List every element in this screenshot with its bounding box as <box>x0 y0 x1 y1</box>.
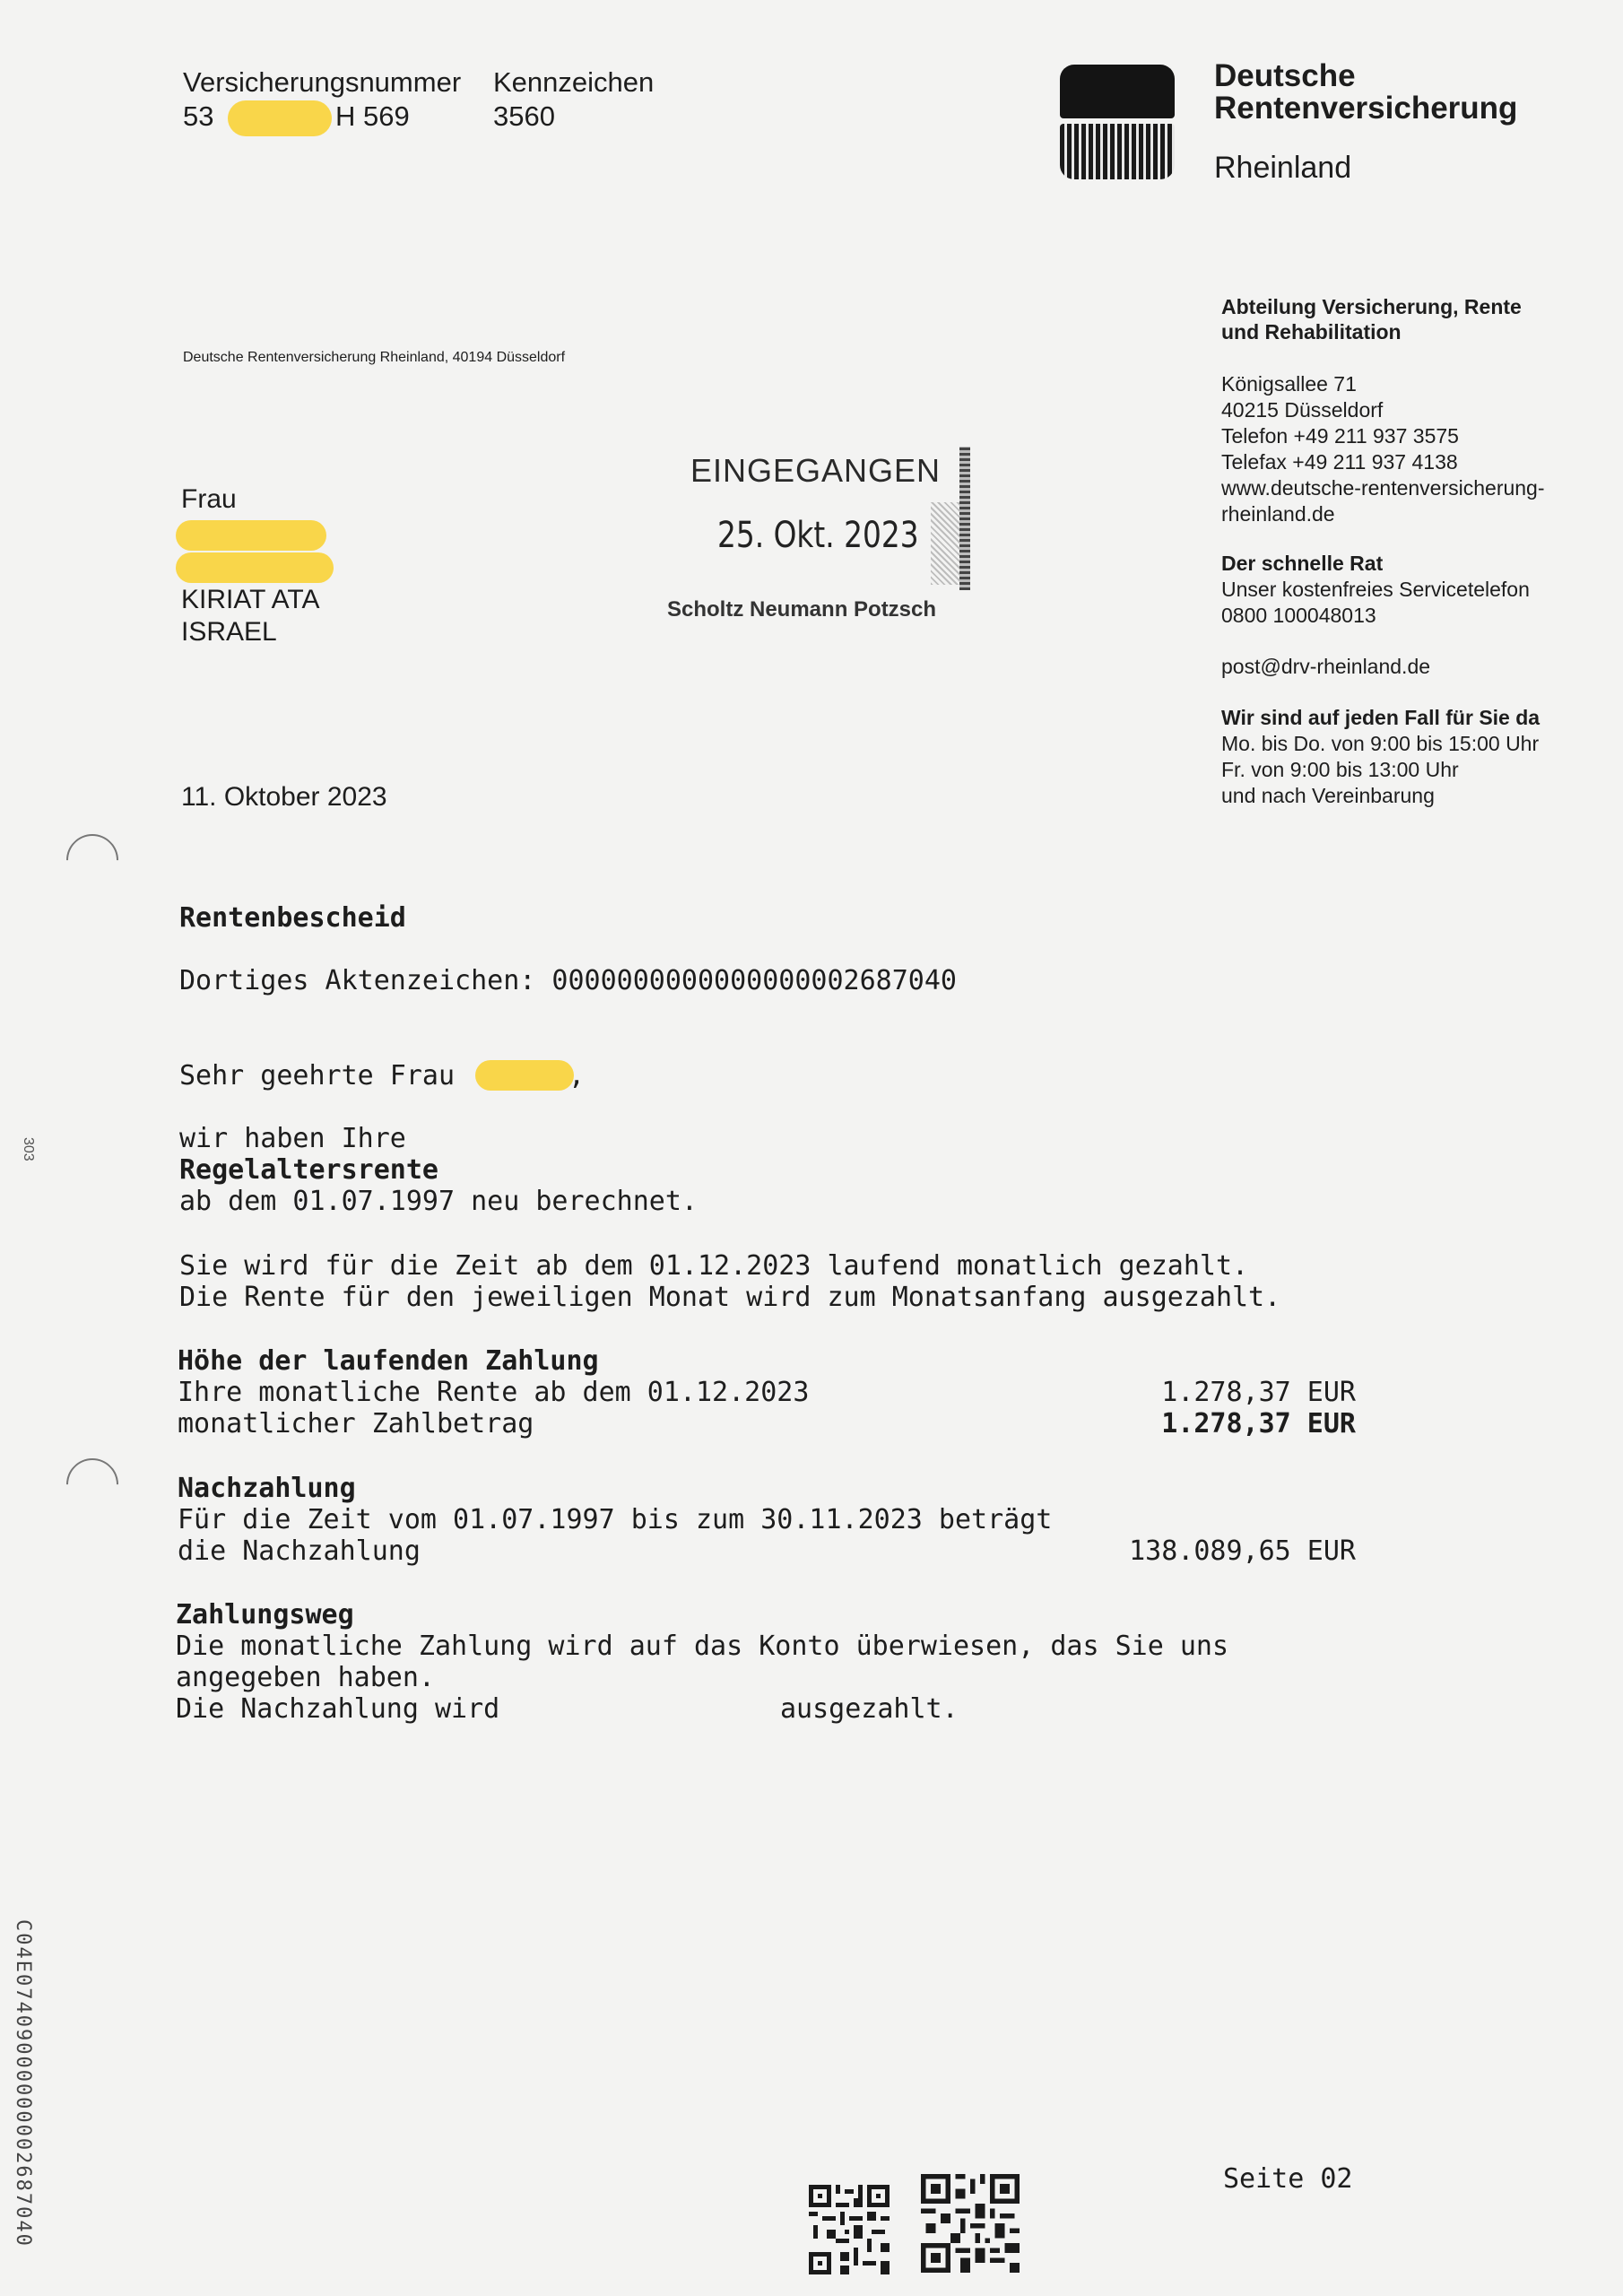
route-heading: Zahlungsweg <box>176 1599 354 1631</box>
route-line3-end: ausgezahlt. <box>780 1693 959 1725</box>
payment-line2: Die Rente für den jeweiligen Monat wird zum Monatsanfang ausgezahlt. <box>179 1282 1281 1313</box>
versicherungsnummer-label: Versicherungsnummer <box>183 66 462 98</box>
recipient-country: ISRAEL <box>181 617 277 647</box>
brand-region: Rheinland <box>1214 151 1352 185</box>
amount-row2-label: monatlicher Zahlbetrag <box>178 1408 534 1439</box>
redaction-mark <box>228 100 332 136</box>
kennzeichen-value: 3560 <box>493 100 555 132</box>
back-heading: Nachzahlung <box>178 1473 356 1504</box>
stamp-date: 25. Okt. 2023 <box>717 515 919 556</box>
department-line1: Abteilung Versicherung, Rente <box>1221 295 1522 318</box>
back-line2: die Nachzahlung <box>178 1535 421 1567</box>
intro-bold: Regelaltersrente <box>179 1154 438 1186</box>
stamp-names: Scholtz Neumann Potzsch <box>667 597 937 622</box>
route-line2: angegeben haben. <box>176 1662 435 1693</box>
versicherungsnummer-prefix: 53 <box>183 100 214 132</box>
greeting: Sehr geehrte Frau <box>179 1060 456 1091</box>
sidebar-telefon: Telefon +49 211 937 3575 <box>1221 424 1459 448</box>
amount-heading: Höhe der laufenden Zahlung <box>178 1345 599 1377</box>
sidebar-city: 40215 Düsseldorf <box>1221 398 1384 422</box>
versicherungsnummer-suffix: H 569 <box>335 100 410 132</box>
qr-code-icon <box>809 2185 890 2274</box>
amount-row2-value: 1.278,37 EUR <box>1161 1408 1356 1439</box>
hours-title: Wir sind auf jeden Fall für Sie da <box>1221 706 1541 729</box>
intro-line1: wir haben Ihre <box>179 1123 406 1154</box>
sidebar-email: post@drv-rheinland.de <box>1221 655 1431 678</box>
vertical-barcode-text: C04E07409000000002687040 <box>12 1919 34 2248</box>
brand-line2: Rentenversicherung <box>1214 91 1518 126</box>
redaction-mark <box>176 520 326 551</box>
intro-line3: ab dem 01.07.1997 neu berechnet. <box>179 1186 698 1217</box>
aktenzeichen: Dortiges Aktenzeichen: 0000000000000000002687040 <box>179 965 957 996</box>
rat-title: Der schnelle Rat <box>1221 552 1384 575</box>
payment-line1: Sie wird für die Zeit ab dem 01.12.2023 laufend monatlich gezahlt. <box>179 1250 1249 1282</box>
letter-date: 11. Oktober 2023 <box>181 782 387 812</box>
route-line1: Die monatliche Zahlung wird auf das Konto überwiesen, das Sie uns <box>176 1631 1228 1662</box>
stamp-title: EINGEGANGEN <box>690 452 942 489</box>
qr-code-icon <box>920 2174 1020 2273</box>
sidebar-street: Königsallee 71 <box>1221 372 1357 396</box>
rat-line2: 0800 100048013 <box>1221 604 1376 627</box>
sidebar-web-line1: www.deutsche-rentenversicherung- <box>1221 476 1545 500</box>
punch-mark <box>56 1448 129 1521</box>
kennzeichen-label: Kennzeichen <box>493 66 655 98</box>
stamp-smudge <box>931 502 959 585</box>
letter-subject: Rentenbescheid <box>179 902 406 934</box>
amount-row1-label: Ihre monatliche Rente ab dem 01.12.2023 <box>178 1377 810 1408</box>
stamp-edge <box>959 447 970 590</box>
redaction-mark <box>176 552 334 583</box>
drv-logo-icon <box>1060 65 1175 179</box>
hours-line3: und nach Vereinbarung <box>1221 784 1435 807</box>
sidebar-web-line2: rheinland.de <box>1221 502 1335 526</box>
redaction-mark <box>475 1060 574 1091</box>
rat-line1: Unser kostenfreies Servicetelefon <box>1221 578 1530 601</box>
punch-mark <box>56 823 129 897</box>
page-number: Seite 02 <box>1223 2163 1353 2195</box>
sidebar-telefax: Telefax +49 211 937 4138 <box>1221 450 1458 474</box>
amount-row1-value: 1.278,37 EUR <box>1161 1377 1356 1408</box>
route-line3-start: Die Nachzahlung wird <box>176 1693 500 1725</box>
hours-line1: Mo. bis Do. von 9:00 bis 15:00 Uhr <box>1221 732 1540 755</box>
hours-line2: Fr. von 9:00 bis 13:00 Uhr <box>1221 758 1459 781</box>
back-value: 138.089,65 EUR <box>1129 1535 1356 1567</box>
sender-line: Deutsche Rentenversicherung Rheinland, 40194 Düsseldorf <box>183 350 566 365</box>
margin-note: 303 <box>21 1137 36 1161</box>
greeting-end: , <box>568 1060 586 1091</box>
back-line1: Für die Zeit vom 01.07.1997 bis zum 30.11.2023 beträgt <box>178 1504 1053 1535</box>
brand-line1: Deutsche <box>1214 58 1356 93</box>
department-line2: und Rehabilitation <box>1221 320 1402 344</box>
recipient-salutation: Frau <box>181 484 237 514</box>
recipient-city: KIRIAT ATA <box>181 585 320 614</box>
